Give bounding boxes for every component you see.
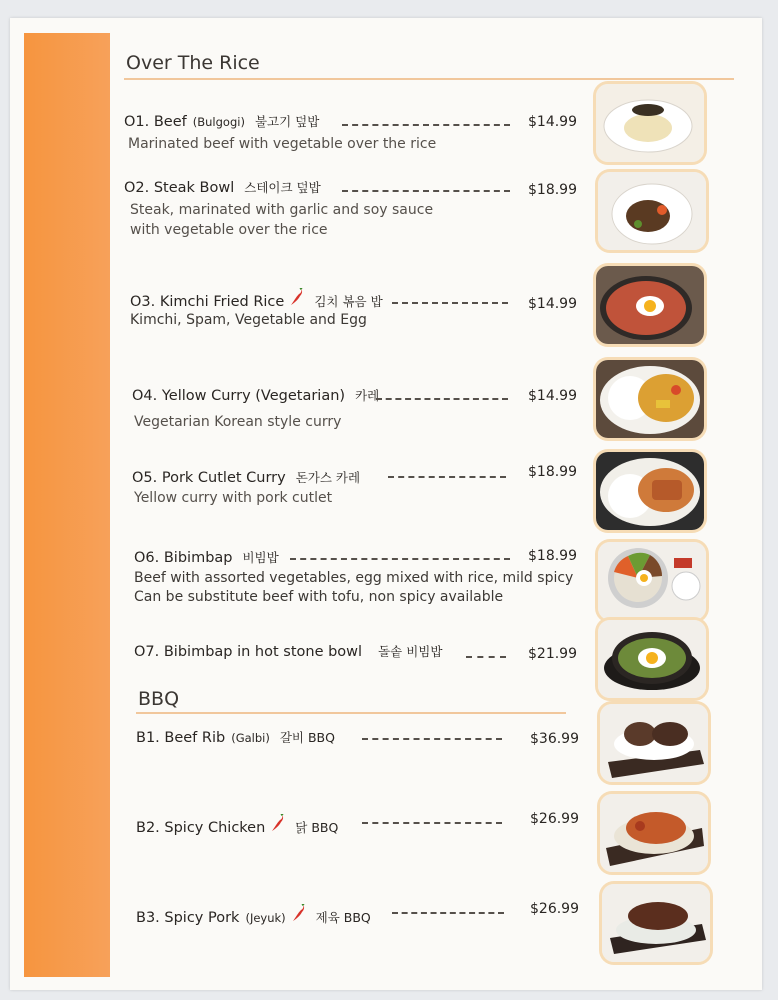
item-korean-name: 불고기 덮밥: [254, 114, 320, 129]
menu-item-name: [134, 548, 279, 566]
price-leader: [362, 822, 502, 824]
item-korean-name: 김치 볶음 밥: [314, 294, 383, 309]
item-title: B1. Beef Rib: [136, 730, 226, 746]
spicy-chicken-icon: [600, 794, 708, 872]
menu-item-name: [124, 178, 321, 196]
price-leader: [290, 558, 510, 560]
price-leader: [388, 476, 506, 478]
price-leader: [392, 912, 504, 914]
item-description: Beef with assorted vegetables, egg mixed with rice, mild spicy: [134, 570, 574, 586]
section-rule-bbq: [136, 712, 566, 714]
item-title: O5. Pork Cutlet Curry: [132, 470, 286, 486]
section-title-rice: Over The Rice: [126, 52, 260, 74]
price-leader: [342, 124, 510, 126]
item-price: $18.99: [528, 464, 577, 480]
item-title: O4. Yellow Curry (Vegetarian): [132, 388, 346, 404]
price-leader: [376, 398, 508, 400]
item-title: B3. Spicy Pork: [136, 910, 240, 926]
item-korean-name: 스테이크 덮밥: [244, 180, 321, 195]
item-korean-name: 제육 BBQ: [315, 910, 371, 925]
item-price: $14.99: [528, 388, 577, 404]
menu-item-name: [136, 904, 371, 926]
menu-item-name: [130, 288, 383, 310]
item-description: Yellow curry with pork cutlet: [134, 490, 333, 506]
item-korean-name: 비빔밥: [242, 550, 279, 565]
item-price: $14.99: [528, 114, 577, 130]
yellow-curry-icon: [596, 360, 704, 438]
item-title: O7. Bibimbap in hot stone bowl: [134, 644, 363, 660]
chili-pepper-icon: [290, 288, 304, 306]
section-title-bbq: BBQ: [138, 688, 180, 710]
spicy-pork-icon: [602, 884, 710, 962]
item-price: $21.99: [528, 646, 577, 662]
item-subtitle: (Bulgogi): [192, 115, 245, 129]
chili-pepper-icon: [271, 814, 285, 832]
item-description: Can be substitute beef with tofu, non spicy available: [134, 589, 504, 605]
chili-pepper-icon: [292, 904, 306, 922]
item-title: O2. Steak Bowl: [124, 180, 235, 196]
item-price: $18.99: [528, 548, 577, 564]
item-description: Steak, marinated with garlic and soy sauce: [130, 202, 434, 218]
item-korean-name: 갈비 BBQ: [279, 730, 335, 745]
item-price: $26.99: [530, 901, 579, 917]
bulgogi-rice-icon: [596, 84, 704, 162]
item-title: O6. Bibimbap: [134, 550, 233, 566]
item-title: B2. Spicy Chicken: [136, 820, 266, 836]
item-korean-name: 돈가스 카레: [295, 470, 361, 485]
item-price: $14.99: [528, 296, 577, 312]
item-korean-name: 돌솥 비빔밥: [378, 644, 443, 659]
menu-item-name: [136, 728, 335, 746]
item-subtitle: (Jeyuk): [245, 911, 286, 925]
menu-item-name: [132, 468, 360, 486]
stone-bowl-bibimbap-icon: [598, 620, 706, 698]
item-subtitle: (Galbi): [231, 731, 270, 745]
menu-item-name: [132, 386, 379, 404]
kimchi-fried-rice-icon: [596, 266, 704, 344]
item-korean-name: 닭 BBQ: [295, 820, 339, 835]
item-description: Vegetarian Korean style curry: [134, 414, 342, 430]
steak-bowl-icon: [598, 172, 706, 250]
item-description: Kimchi, Spam, Vegetable and Egg: [130, 312, 367, 328]
orange-side-stripe: [24, 33, 110, 977]
price-leader: [342, 190, 510, 192]
item-description: with vegetable over the rice: [130, 222, 328, 238]
section-rule-rice: [124, 78, 734, 80]
item-title: O1. Beef: [124, 114, 187, 130]
item-korean-name: 카레: [355, 388, 380, 403]
item-price: $26.99: [530, 811, 579, 827]
price-leader: [466, 656, 506, 658]
item-price: $36.99: [530, 731, 579, 747]
menu-item-name: [124, 112, 319, 130]
item-price: $18.99: [528, 182, 577, 198]
price-leader: [392, 302, 508, 304]
item-description: Marinated beef with vegetable over the rice: [128, 136, 437, 152]
menu-item-name: [136, 814, 338, 836]
item-title: O3. Kimchi Fried Rice: [130, 294, 285, 310]
price-leader: [362, 738, 502, 740]
pork-cutlet-curry-icon: [596, 452, 704, 530]
menu-item-name: [134, 642, 442, 660]
bibimbap-icon: [598, 542, 706, 620]
beef-rib-icon: [600, 704, 708, 782]
